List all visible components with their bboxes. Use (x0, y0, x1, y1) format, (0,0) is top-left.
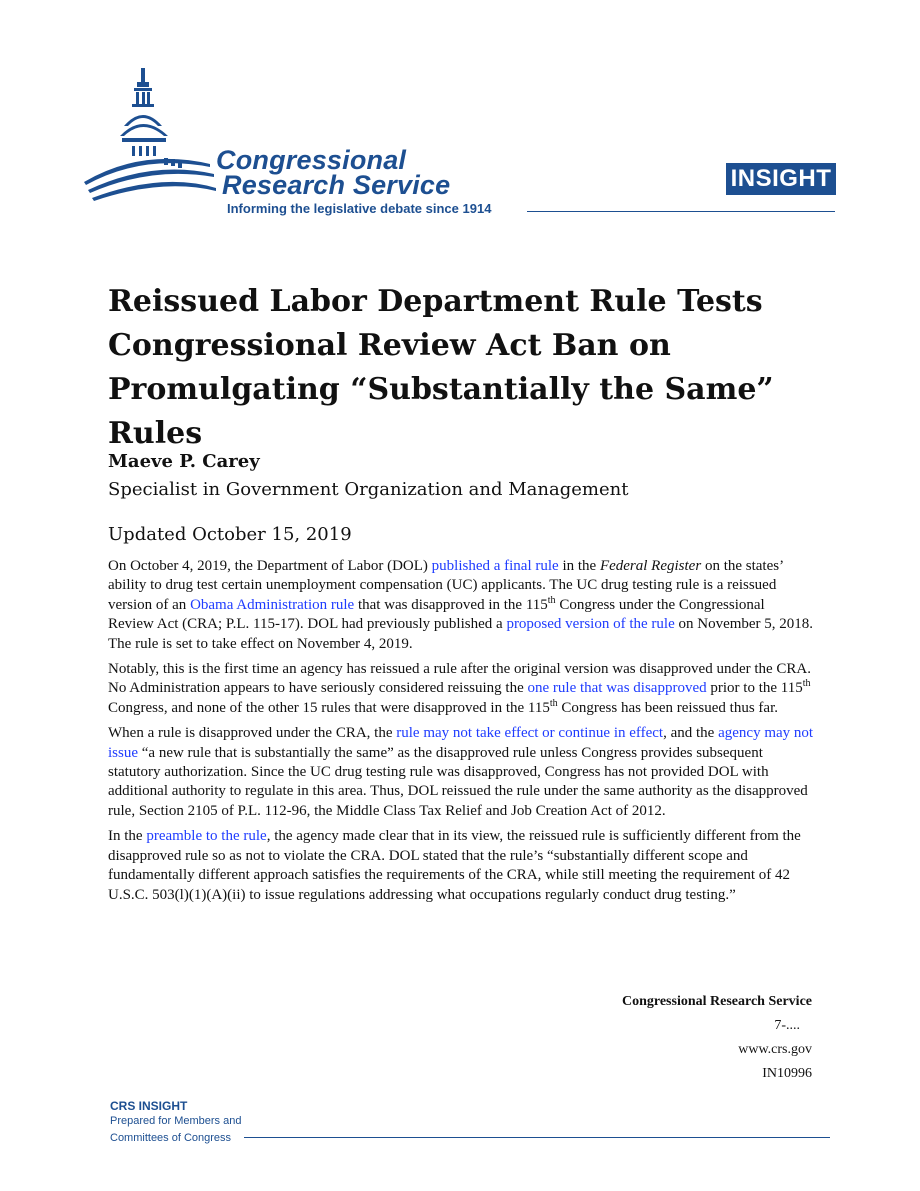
footer-product-id: IN10996 (762, 1066, 812, 1081)
prepared-for-line2: Committees of Congress (110, 1132, 232, 1144)
body-text: In the (108, 828, 147, 845)
body-text: When a rule is disapproved under the CRA, the (108, 725, 397, 742)
footer-divider (244, 1137, 830, 1138)
footer-org-name: Congressional Research Service (621, 994, 812, 1009)
link-one-rule-disapproved[interactable]: one rule that was disapproved (527, 680, 707, 697)
updated-date: Updated October 15, 2019 (108, 524, 352, 545)
org-tagline: Informing the legislative debate since 1914 (227, 201, 492, 216)
body-text: in the (558, 558, 600, 574)
org-name-line2: Research Service (222, 170, 451, 200)
paragraph-2 (108, 660, 814, 718)
document-body (108, 557, 814, 911)
paragraph-3 (108, 724, 814, 821)
superscript: th (547, 594, 556, 606)
body-text: that was disapproved in the 115 (354, 596, 548, 613)
prepared-for-line1: Prepared for Members and (110, 1115, 242, 1127)
org-name-line1: Congressional (216, 145, 407, 175)
link-rule-may-not-take-effect[interactable]: rule may not take effect or continue in effect (396, 725, 664, 742)
link-obama-administration-rule[interactable]: Obama Administration rule (190, 596, 355, 613)
paragraph-4 (108, 827, 814, 905)
insight-badge: INSIGHT (726, 163, 836, 195)
body-text: “a new rule that is substantially the same” as the disapproved rule unless Congress provides subsequent statutory authorization. Since the UC drug testing rule was disapproved, Congress has not provided DOL with additional authority to regulate in this area. Thus, DOL reissued the rule under the same authority as the disapproved rule, Section 2105 of P.L. 112-96, the Middle Class Tax Relief and Job Creation Act of 2012. (108, 744, 808, 819)
footer-website: www.crs.gov (738, 1042, 812, 1057)
author-name: Maeve P. Carey (108, 451, 260, 472)
link-agency-may-not-issue[interactable]: agency may not issue (108, 725, 814, 761)
publication-name: Federal Register (599, 558, 702, 574)
body-text: on the states’ ability to drug test certain unemployment compensation (UC) applicants. The UC drug testing rule is a reissued version of an (108, 558, 783, 613)
link-preamble-to-rule[interactable]: preamble to the rule (146, 828, 267, 845)
body-text: On October 4, 2019, the Department of Labor (DOL) (108, 558, 432, 574)
superscript: th (802, 678, 811, 690)
document-title: Reissued Labor Department Rule Tests Congressional Review Act Ban on Promulgating “Substantially the Same” Rules (108, 284, 774, 451)
header-divider (527, 211, 835, 212)
link-published-final-rule[interactable]: published a final rule (431, 558, 559, 574)
crs-insight-label: CRS INSIGHT (110, 1099, 188, 1113)
body-text: , the agency made clear that in its view, the reissued rule is sufficiently different from the disapproved rule so as not to violate the CRA. DOL stated that the rule’s “substantially different scope and fundamentally different approach satisfies the requirements of the CRA, while still meeting the requirement of 42 U.S.C. 503(l)(1)(A)(ii) to issue regulations addressing what occupations regularly conduct drug testing.” (108, 828, 801, 903)
footer-number: 7-.... (774, 1018, 800, 1033)
body-text: on November 5, 2018. The rule is set to take effect on November 4, 2019. (108, 616, 814, 652)
body-text: , and the (663, 725, 719, 742)
link-proposed-version[interactable]: proposed version of the rule (506, 616, 675, 633)
body-text: prior to the 115 (706, 680, 803, 697)
body-text: Congress, and none of the other 15 rules that were disapproved in the 115 (108, 699, 550, 716)
paragraph-1 (108, 557, 814, 654)
superscript: th (549, 697, 558, 709)
capitol-dome-logo-icon (82, 64, 232, 214)
author-position: Specialist in Government Organization and Management (108, 479, 629, 500)
body-text: Congress has been reissued thus far. (557, 699, 778, 716)
body-text: Congress under the Congressional Review Act (CRA; P.L. 115-17). DOL had previously published a (108, 596, 765, 633)
body-text: Notably, this is the first time an agency has reissued a rule after the original version was disapproved under the CRA. No Administration appears to have seriously considered reissuing the (108, 661, 812, 697)
